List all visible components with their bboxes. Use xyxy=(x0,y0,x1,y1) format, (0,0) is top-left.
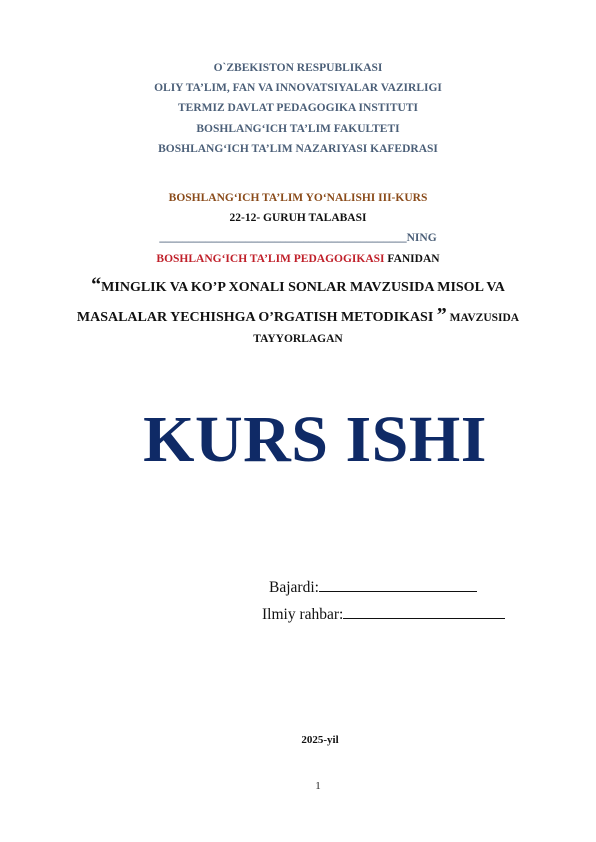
country-name: O`ZBEKISTON RESPUBLIKASI xyxy=(213,62,383,74)
supervisor-label: Ilmiy rahbar: xyxy=(262,606,344,623)
subject-line xyxy=(0,253,596,265)
supervisor-blank xyxy=(343,604,505,619)
performer-label: Bajardi: xyxy=(269,579,319,596)
study-direction: BOSHLANG‘ICH TA’LIM YO‘NALISHI III-KURS xyxy=(168,192,428,204)
main-title: KURS ISHI xyxy=(143,403,487,476)
topic-line-2 xyxy=(0,304,596,327)
ministry-name: OLIY TA’LIM, FAN VA INNOVATSIYALAR VAZIRLIGI xyxy=(154,82,442,94)
student-name-suffix: NING xyxy=(406,232,437,244)
year: 2025-yil xyxy=(301,734,339,746)
topic-text-2: MASALALAR YECHISHGA O’RGATISH METODIKASI xyxy=(76,310,437,325)
student-name-blank: ___________________________________________ xyxy=(159,232,407,244)
performer-signature xyxy=(269,577,477,597)
institute-name: TERMIZ DAVLAT PEDAGOGIKA INSTITUTI xyxy=(178,102,418,114)
student-name-line xyxy=(0,232,596,244)
supervisor-signature xyxy=(262,604,505,624)
topic-open-quote: “ xyxy=(91,274,102,296)
student-group: 22-12- GURUH TALABASI xyxy=(229,212,367,224)
topic-suffix: MAVZUSIDA xyxy=(446,312,520,324)
department-name: BOSHLANG‘ICH TA’LIM NAZARIYASI KAFEDRASI xyxy=(158,143,438,155)
prepared-label: TAYYORLAGAN xyxy=(253,333,343,345)
performer-blank xyxy=(319,577,477,592)
topic-line-1 xyxy=(0,274,596,297)
topic-text-1: MINGLIK VA KO’P XONALI SONLAR MAVZUSIDA MISOL VA xyxy=(101,280,505,295)
topic-close-quote: ” xyxy=(436,304,447,326)
page-number: 1 xyxy=(315,780,321,792)
subject-name: BOSHLANG‘ICH TA’LIM PEDAGOGIKASI xyxy=(156,253,385,265)
subject-suffix: FANIDAN xyxy=(384,253,440,265)
faculty-name: BOSHLANG‘ICH TA’LIM FAKULTETI xyxy=(196,123,400,135)
